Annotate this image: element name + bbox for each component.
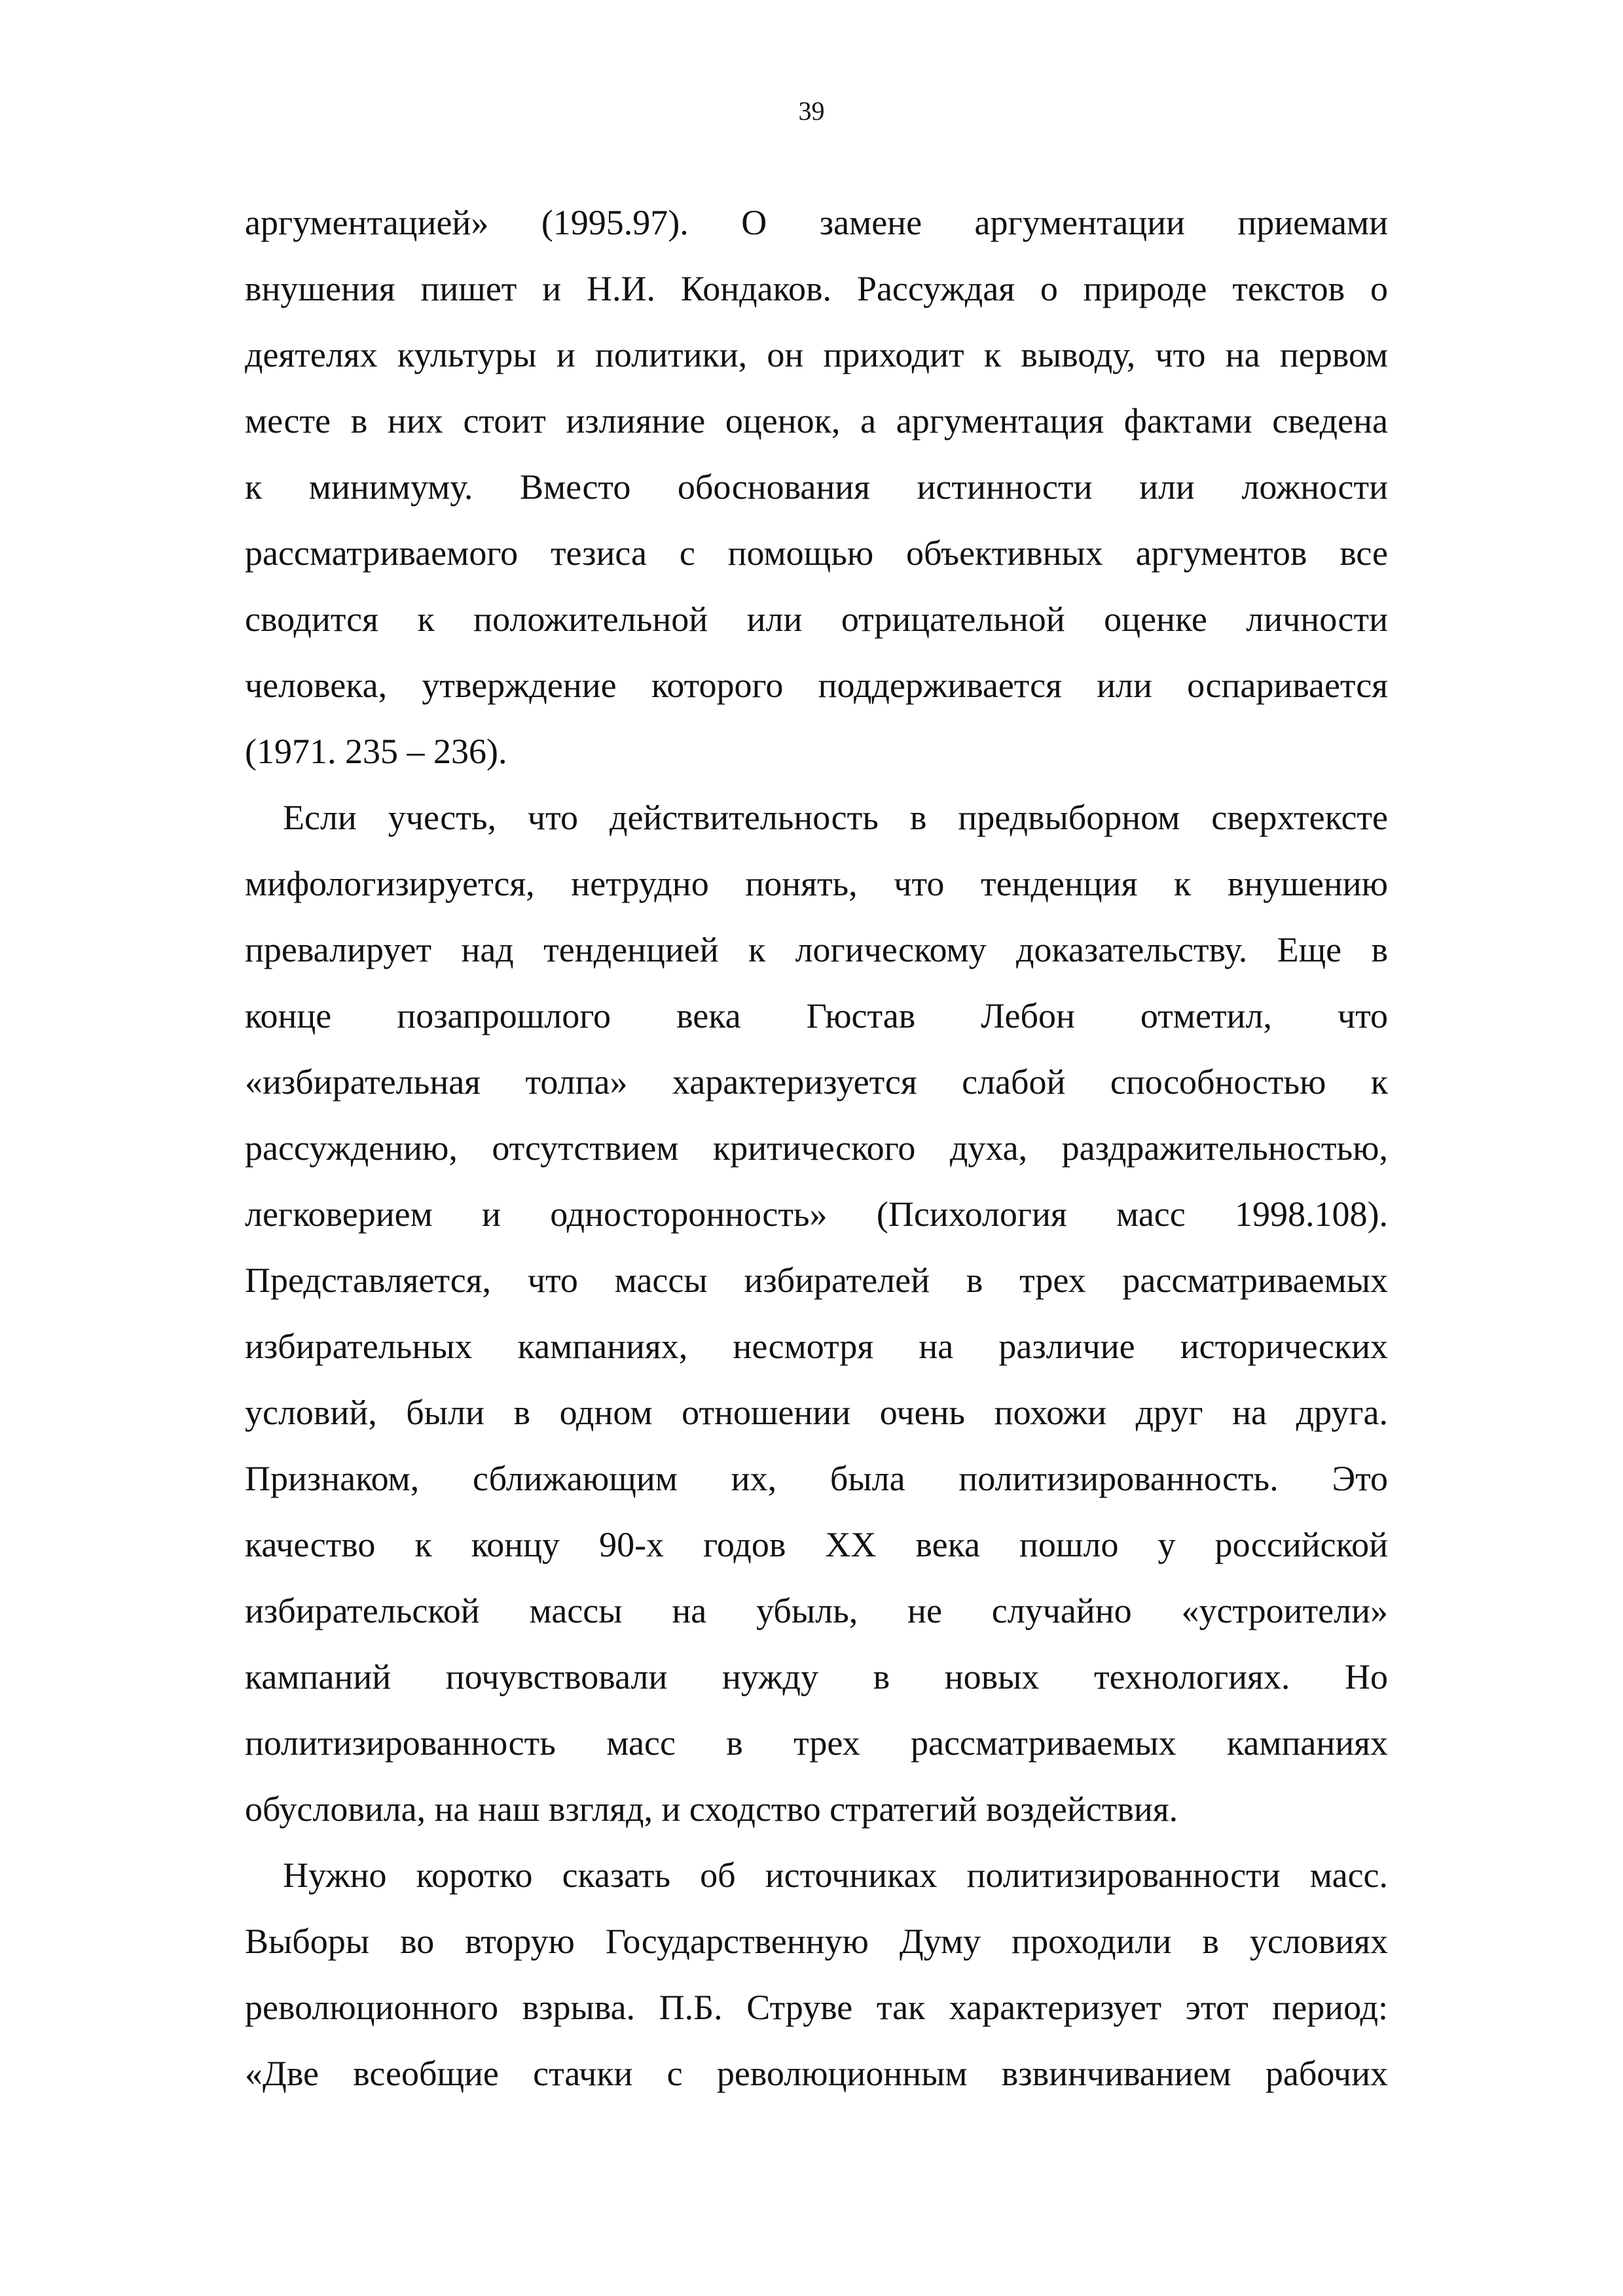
text-line: «избирательная толпа» характеризуется слабой способностью к — [245, 1062, 1388, 1102]
text-line: Признаком, сближающим их, была политизированность. Это — [245, 1459, 1388, 1498]
text-line: мифологизируется, нетрудно понять, что тенденция к внушению — [245, 864, 1388, 903]
text-line: аргументацией» (1995.97). О замене аргументации приемами — [245, 203, 1388, 242]
text-line: «Две всеобщие стачки с революционным взвинчиванием рабочих — [245, 2054, 1388, 2093]
text-line: политизированность масс в трех рассматриваемых кампаниях — [245, 1723, 1388, 1763]
text-line: обусловила, на наш взгляд, и сходство стратегий воздействия. — [245, 1789, 1178, 1829]
text-line: качество к концу 90-х годов XX века пошло у российской — [245, 1525, 1388, 1564]
text-line: Выборы во вторую Государственную Думу проходили в условиях — [245, 1922, 1388, 1961]
text-line: деятелях культуры и политики, он приходит к выводу, что на первом — [245, 335, 1388, 374]
text-line: Если учесть, что действительность в предвыборном сверхтексте — [283, 798, 1388, 837]
body-text — [245, 190, 1388, 2107]
text-line: сводится к положительной или отрицательной оценке личности — [245, 600, 1388, 639]
text-line: месте в них стоит излияние оценок, а аргументация фактами сведена — [245, 401, 1388, 440]
text-line: избирательской массы на убыль, не случайно «устроители» — [245, 1591, 1388, 1630]
page-number: 39 — [798, 96, 825, 126]
text-line: кампаний почувствовали нужду в новых технологиях. Но — [245, 1657, 1388, 1696]
text-line: Нужно коротко сказать об источниках политизированности масс. — [283, 1856, 1388, 1895]
text-line: внушения пишет и Н.И. Кондаков. Рассуждая о природе текстов о — [245, 269, 1388, 308]
text-line: избирательных кампаниях, несмотря на различие исторических — [245, 1327, 1388, 1366]
text-line: человека, утверждение которого поддерживается или оспаривается — [245, 666, 1388, 705]
text-line: (1971. 235 – 236). — [245, 732, 507, 771]
text-line: рассматриваемого тезиса с помощью объективных аргументов все — [245, 533, 1388, 573]
text-line: превалирует над тенденцией к логическому доказательству. Еще в — [245, 930, 1388, 969]
text-line: революционного взрыва. П.Б. Струве так характеризует этот период: — [245, 1988, 1388, 2027]
text-line: к минимуму. Вместо обоснования истинности или ложности — [245, 467, 1388, 507]
text-line: условий, были в одном отношении очень похожи друг на друга. — [245, 1393, 1388, 1432]
text-line: конце позапрошлого века Гюстав Лебон отметил, что — [245, 996, 1388, 1035]
text-line: легковерием и односторонность» (Психология масс 1998.108). — [245, 1194, 1388, 1234]
text-line: Представляется, что массы избирателей в трех рассматриваемых — [245, 1261, 1388, 1300]
text-line: рассуждению, отсутствием критического духа, раздражительностью, — [245, 1128, 1388, 1168]
